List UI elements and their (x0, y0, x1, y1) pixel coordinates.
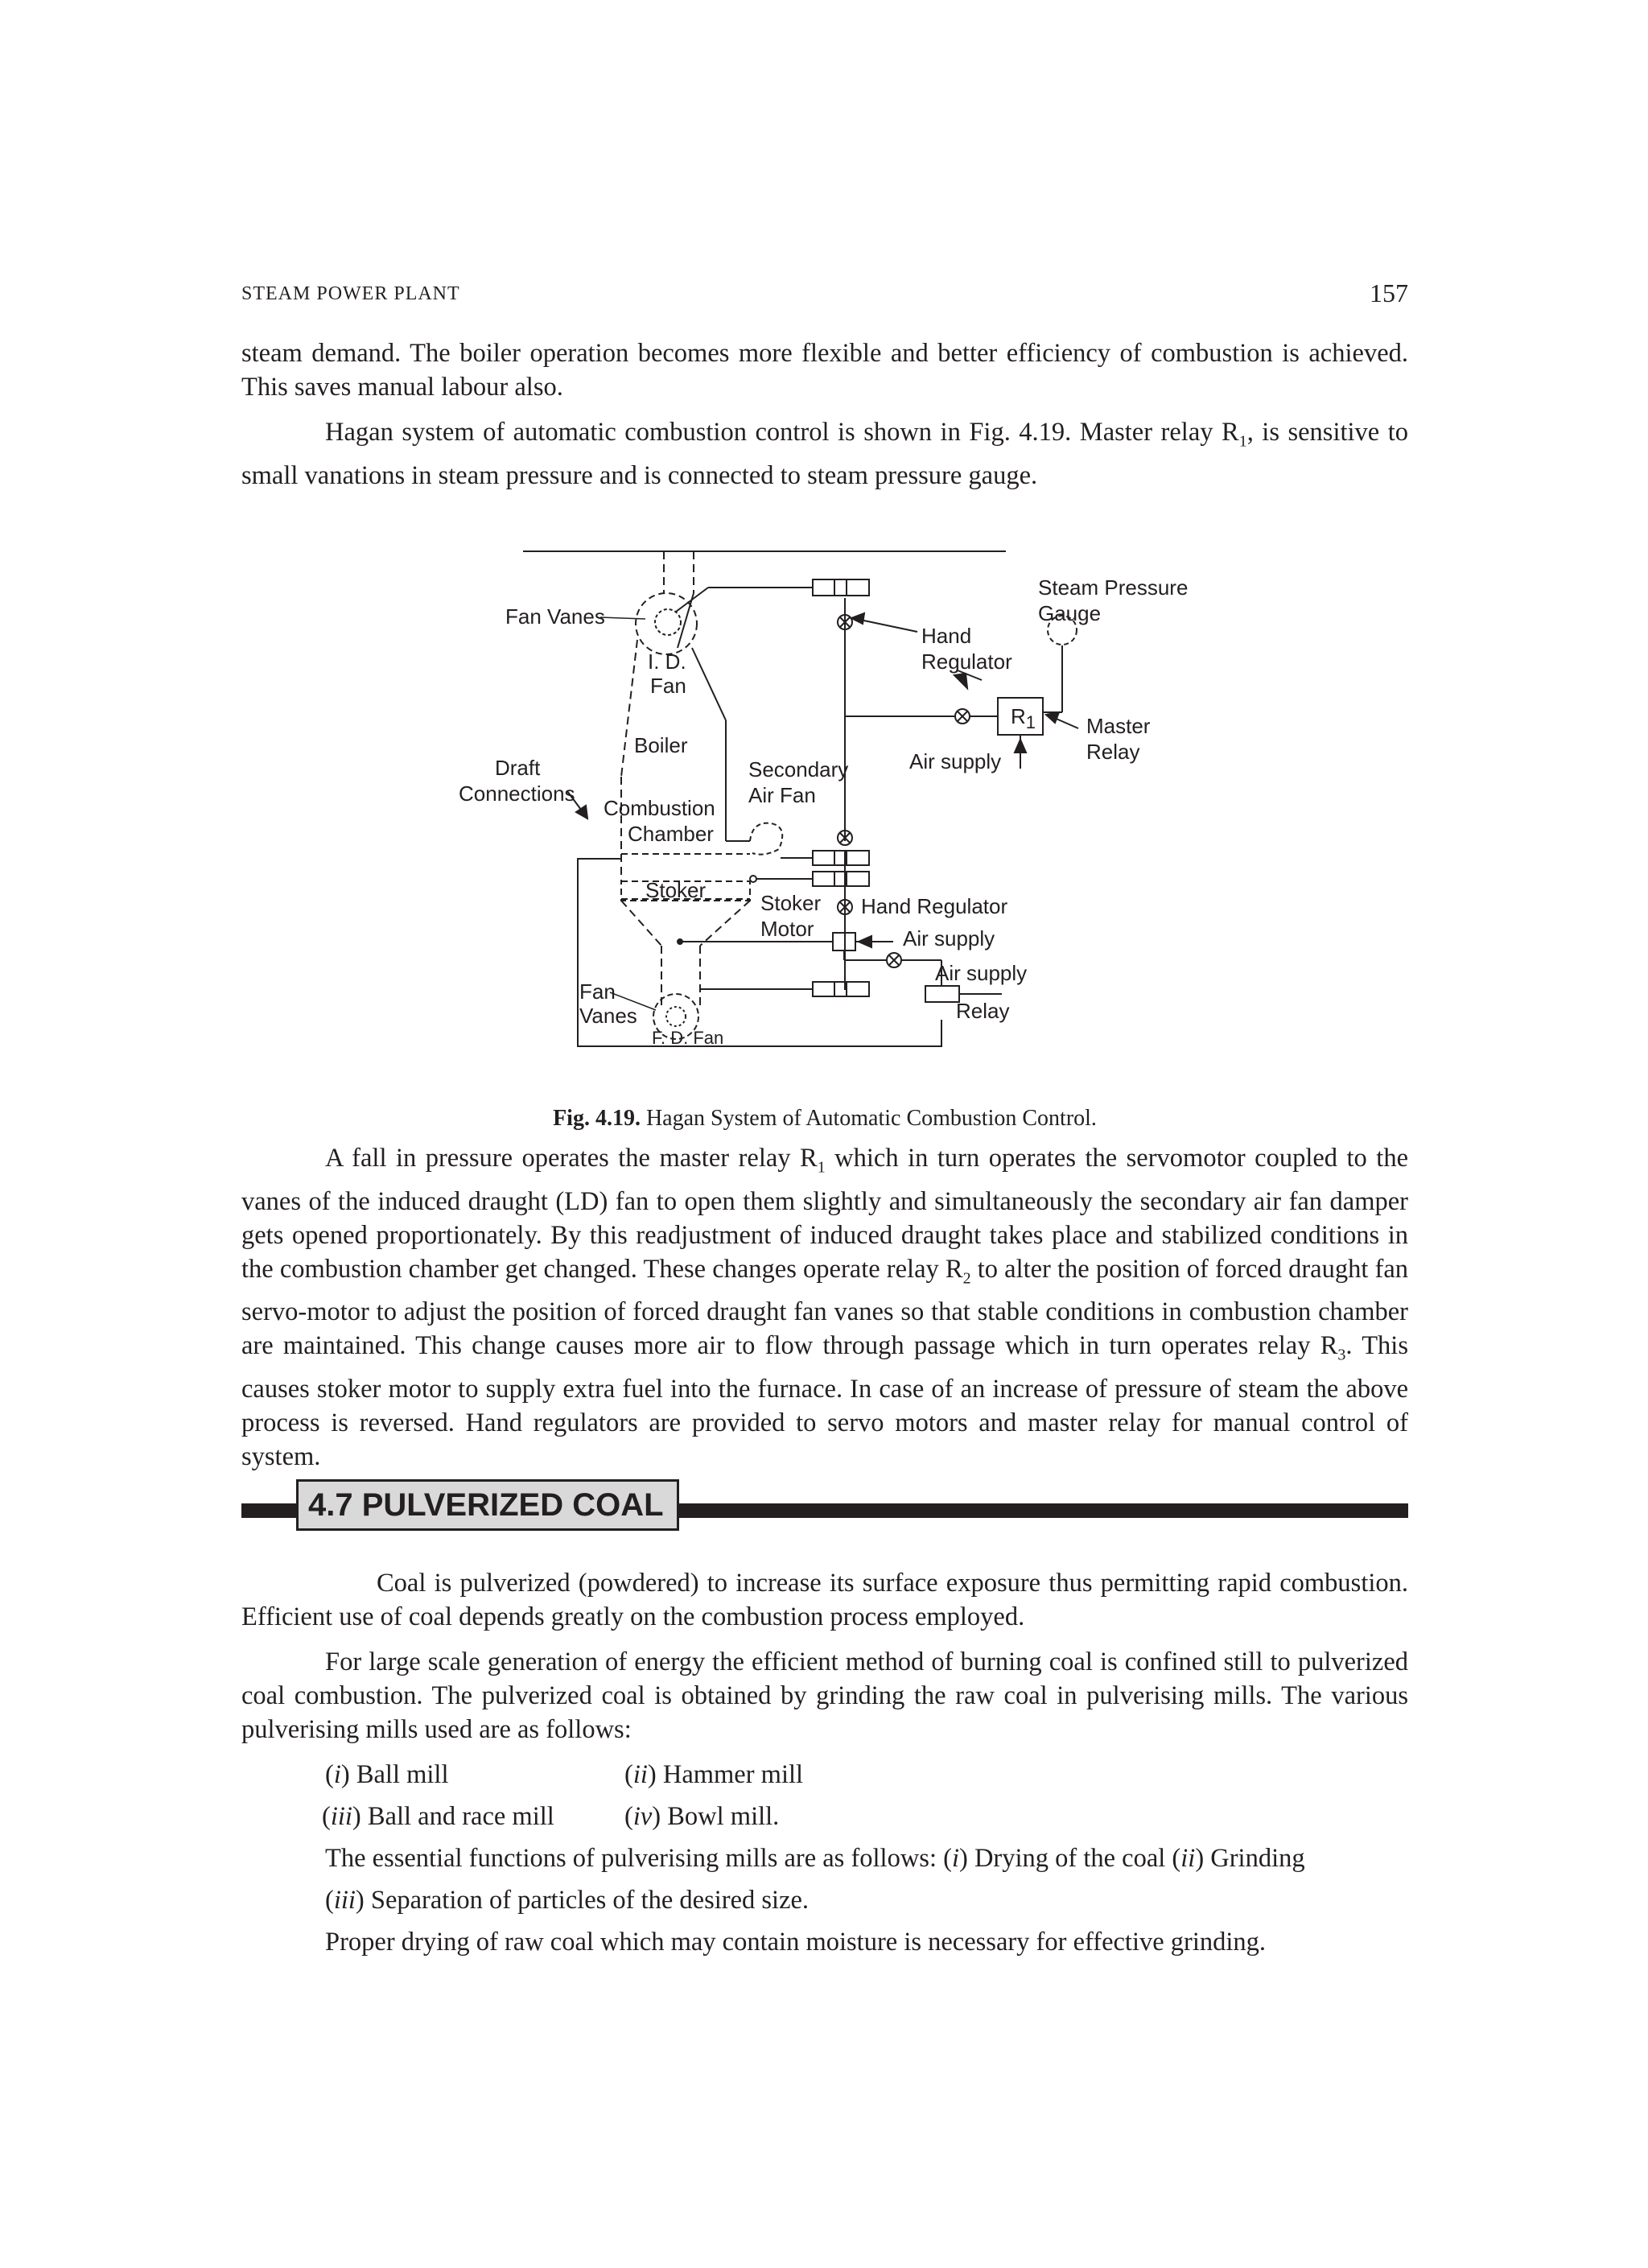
label-fan-vanes-top: Fan Vanes (505, 604, 605, 629)
body-p-part-b: which in turn operates the servomotor coupled to the vanes of the induced draught (LD) fan to open them slightly and simultaneously the secondary air fan damper gets opened proportionately. By this readjustment of induced draught takes place and stabilized conditions in the combustion chamber get changed. These changes operate relay R (241, 1144, 1408, 1284)
body-p-part-d: . This causes stoker motor to supply extra fuel into the furnace. In case of an increase of pressure of steam the above process is reversed. Hand regulators are provided to servo motors and master relay for manual control of system. (241, 1331, 1408, 1471)
label-air-supply-1: Air supply (909, 749, 1002, 773)
label-stoker-motor-1: Stoker (760, 891, 822, 915)
functions-line: The essential functions of pulverising mills are as follows: (i) Drying of the coal (ii) Grinding (325, 1844, 1305, 1873)
label-combustion: Combustion (604, 796, 715, 820)
body-p-part-c: to alter the position of forced draught fan servo-motor to adjust the position of forced draught fan vanes so that stable conditions in combustion chamber are maintained. This change causes more air to flow through passage which in turn operates relay R (241, 1254, 1409, 1360)
section-paragraph-1: Coal is pulverized (powdered) to increase its surface exposure thus permitting rapid combustion. Efficient use of coal depends greatly on the combustion process employed. (241, 1569, 1408, 1631)
section-text (241, 1566, 1408, 1970)
label-fd-fan: F. D. Fan (652, 1028, 724, 1048)
running-title: STEAM POWER PLANT (241, 283, 460, 304)
list-item: (ii) Hammer mill (624, 1760, 804, 1789)
body-p-part-a: A fall in pressure operates the master relay R (325, 1144, 818, 1173)
intro-p2-sub: 1 (1238, 432, 1247, 451)
label-hand-reg-1: Hand (921, 624, 972, 648)
hagan-diagram (435, 535, 1223, 1058)
caption-label: Fig. 4.19. (553, 1106, 641, 1131)
intro-p2-part-a: Hagan system of automatic combustion control is shown in Fig. 4.19. Master relay R (325, 418, 1239, 447)
label-r1: $R_1$ (1011, 704, 1036, 732)
label-hand-reg-2: Regulator (921, 649, 1012, 674)
label-master-2: Relay (1086, 740, 1140, 764)
mill-list-row-1 (241, 1758, 1408, 1800)
label-relay: Relay (956, 999, 1010, 1023)
label-air-supply-2: Air supply (903, 926, 995, 950)
body-text (241, 1141, 1408, 1485)
intro-paragraph-2 (241, 415, 1408, 493)
section-paragraph-2: For large scale generation of energy the efficient method of burning coal is confined still to pulverized coal combustion. The pulverized coal is obtained by grinding the raw coal in pulverising mills. The various pulverising mills used are as follows: (241, 1647, 1408, 1744)
running-head (241, 278, 1408, 311)
label-secondary-2: Air Fan (748, 783, 816, 807)
list-item: (i) Ball mill (325, 1760, 449, 1789)
label-hand-regulator: Hand Regulator (861, 894, 1008, 918)
label-steam-gauge-2: Gauge (1038, 601, 1102, 625)
label-fan-vanes-b2: Vanes (579, 1004, 637, 1028)
last-line: Proper drying of raw coal which may contain moisture is necessary for effective grinding. (325, 1928, 1267, 1957)
mill-list-row-2 (241, 1800, 1408, 1841)
label-secondary-1: Secondary (748, 757, 849, 781)
label-master-1: Master (1086, 714, 1151, 738)
section-heading (241, 1479, 1408, 1537)
label-stoker: Stoker (645, 878, 707, 902)
label-air-supply-3: Air supply (935, 961, 1028, 985)
section-title: 4.7 PULVERIZED COAL (296, 1479, 679, 1531)
intro-paragraph-1: steam demand. The boiler operation becomes more flexible and better efficiency of combustion is achieved. This saves manual labour also. (241, 339, 1408, 402)
label-draft-2: Connections (459, 781, 575, 806)
label-boiler: Boiler (634, 733, 688, 757)
functions-line-2: (iii) Separation of particles of the desired size. (325, 1886, 810, 1915)
body-sub-3: 3 (1337, 1346, 1346, 1364)
label-id-fan-2: Fan (650, 674, 686, 698)
label-chamber: Chamber (628, 822, 714, 846)
body-paragraph (241, 1141, 1408, 1474)
list-item: (iv) Bowl mill. (624, 1802, 780, 1831)
body-sub-2: 2 (962, 1269, 971, 1287)
label-steam-gauge-1: Steam Pressure (1038, 575, 1189, 600)
body-sub-1: 1 (817, 1158, 826, 1177)
label-stoker-motor-2: Motor (760, 917, 814, 941)
list-item: (iii) Ball and race mill (322, 1802, 554, 1831)
intro-p2-part-b: , is sensitive to small vanations in steam pressure and is connected to steam pressure gauge. (241, 418, 1408, 490)
figure-caption (241, 1106, 1408, 1132)
label-fan-vanes-b1: Fan (579, 979, 616, 1004)
label-draft-1: Draft (495, 756, 541, 780)
page-number: 157 (1370, 278, 1408, 307)
figure-hagan-system (435, 535, 1223, 1058)
intro-text (241, 336, 1408, 504)
caption-text: Hagan System of Automatic Combustion Control. (645, 1106, 1097, 1131)
label-id-fan-1: I. D. (648, 649, 686, 674)
